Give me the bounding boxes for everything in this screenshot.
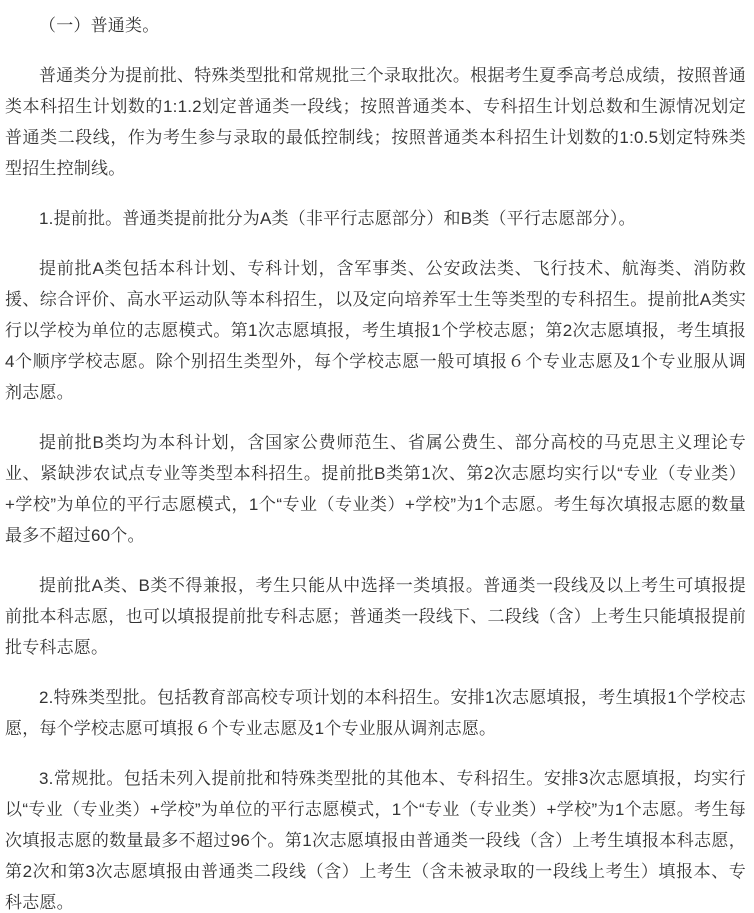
paragraph-early-batch-a: 提前批A类包括本科计划、专科计划，含军事类、公安政法类、飞行技术、航海类、消防救援、综合评价、高水平运动队等本科招生，以及定向培养军士生等类型的专科招生。提前批A类实行以学校为单位的志愿模式。第1次志愿填报，考生填报1个学校志愿；第2次志愿填报，考生填报4个顺序学校志愿。除个别招生类型外，每个学校志愿一般可填报６个专业志愿及1个专业服从调剂志愿。 — [5, 259, 746, 402]
paragraph-special-type-batch: 2.特殊类型批。包括教育部高校专项计划的本科招生。安排1次志愿填报，考生填报1个学校志愿，每个学校志愿可填报６个专业志愿及1个专业服从调剂志愿。 — [5, 688, 746, 738]
paragraph-overview: 普通类分为提前批、特殊类型批和常规批三个录取批次。根据考生夏季高考总成绩，按照普通类本科招生计划数的1:1.2划定普通类一段线；按照普通类本、专科招生计划总数和生源情况划定普通类二段线，作为考生参与录取的最低控制线；按照普通类本科招生计划数的1:0.5划定特殊类型招生控制线。 — [5, 66, 746, 178]
paragraph-early-batch-intro: 1.提前批。普通类提前批分为A类（非平行志愿部分）和B类（平行志愿部分）。 — [39, 209, 636, 228]
paragraph-early-batch-rules: 提前批A类、B类不得兼报，考生只能从中选择一类填报。普通类一段线及以上考生可填报提前批本科志愿，也可以填报提前批专科志愿；普通类一段线下、二段线（含）上考生只能填报提前批专科志愿。 — [5, 576, 746, 657]
paragraph-regular-batch: 3.常规批。包括未列入提前批和特殊类型批的其他本、专科招生。安排3次志愿填报，均实行以“专业（专业类）+学校”为单位的平行志愿模式，1个“专业（专业类）+学校”为1个志愿。考生每次填报志愿的数量最多不超过96个。第1次志愿填报由普通类一段线（含）上考生填报本科志愿，第2次和第3次志愿填报由普通类二段线（含）上考生（含未被录取的一段线上考生）填报本、专科志愿。 — [5, 769, 746, 912]
section-heading: （一）普通类。 — [39, 16, 160, 35]
paragraph-early-batch-b: 提前批B类均为本科计划，含国家公费师范生、省属公费生、部分高校的马克思主义理论专业、紧缺涉农试点专业等类型本科招生。提前批B类第1次、第2次志愿均实行以“专业（专业类）+学校”为单位的平行志愿模式，1个“专业（专业类）+学校”为1个志愿。考生每次填报志愿的数量最多不超过60个。 — [5, 433, 746, 545]
